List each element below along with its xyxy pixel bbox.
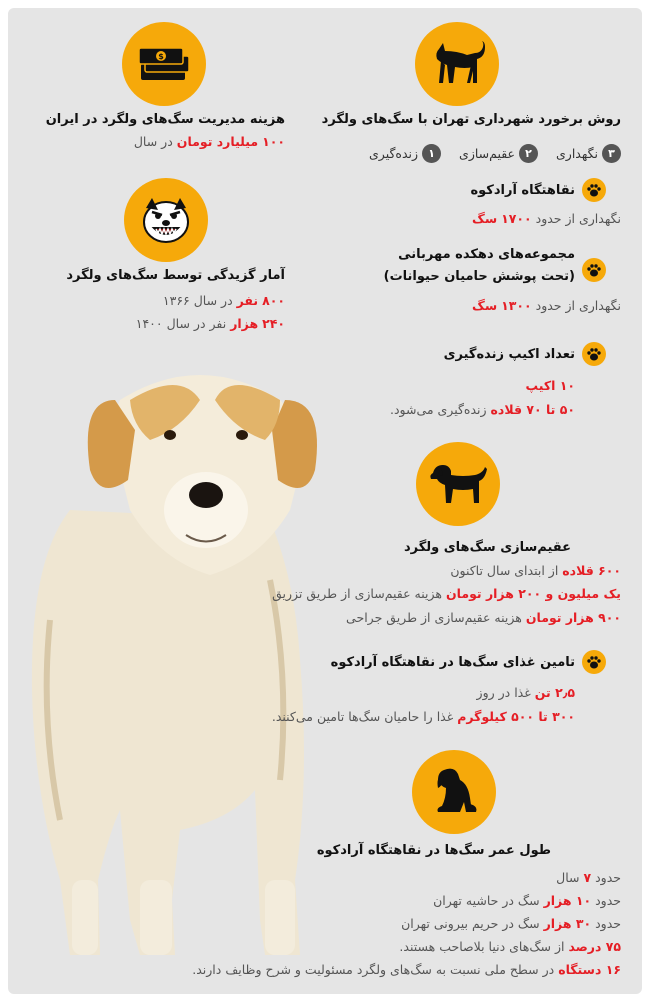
neuter-line-1 [450, 563, 621, 578]
shelter1-unit: سگ [472, 211, 498, 226]
bites-r1-text: در سال ۱۳۶۶ [162, 293, 233, 308]
life-line-3-red: ۳۰ هزار [543, 916, 592, 931]
method-item-3 [556, 144, 621, 163]
paw-icon [582, 258, 606, 282]
teams-line-2-red: ۵۰ تا ۷۰ قلاده [490, 402, 575, 417]
life-line-3-rest: سگ در حریم بیرونی تهران [401, 916, 540, 931]
paw-icon [582, 650, 606, 674]
method-item-3-number: ۳ [602, 144, 621, 163]
life-line-2 [433, 893, 621, 908]
neuter-line-3 [346, 610, 621, 625]
dog-standing-icon [415, 22, 499, 106]
life-line-3-pre: حدود [595, 916, 621, 931]
food-title: تامین غذای سگ‌ها در نقاهتگاه آرادکوه [330, 655, 575, 670]
bites-r2-num: ۲۴۰ [262, 316, 285, 331]
money-stack-icon [122, 22, 206, 106]
life-line-4-rest: از سگ‌های دنیا بلاصاحب هستند. [399, 939, 565, 954]
shelter2-title-2: (تحت پوشش حامیان حیوانات) [383, 269, 575, 284]
teams-line-2-rest: زنده‌گیری می‌شود. [389, 402, 487, 417]
cost-title: هزینه مدیریت سگ‌های ولگرد در ایران [45, 112, 285, 127]
food-line-2-rest: غذا را حامیان سگ‌ها تامین می‌کنند. [271, 709, 454, 724]
method-item-1 [369, 144, 441, 163]
life-line-1-red: ۷ [583, 870, 592, 885]
food-line-1 [477, 685, 575, 700]
life-line-5-red: ۱۶ دستگاه [558, 962, 621, 977]
bites-r2-text: نفر در سال ۱۴۰۰ [135, 316, 227, 331]
life-line-2-rest: سگ در حاشیه تهران [433, 893, 540, 908]
teams-title: تعداد اکیپ زنده‌گیری [443, 347, 575, 362]
dog-photo [10, 360, 330, 960]
neuter-line-1-red: ۶۰۰ قلاده [562, 563, 621, 578]
method-item-2 [459, 144, 538, 163]
bites-r1-num: ۸۰۰ [262, 293, 285, 308]
bites-row-2 [136, 316, 285, 331]
method-list [355, 144, 621, 163]
shelter1-text: نگهداری از حدود [535, 211, 621, 226]
life-line-5 [192, 962, 621, 977]
shelter2-line [472, 298, 621, 313]
svg-text:$: $ [158, 52, 164, 61]
cost-amount: ۱۰۰ [262, 134, 285, 149]
life-line-5-rest: در سطح ملی نسبت به سگ‌های ولگرد مسئولیت و شرح وظایف دارند. [192, 962, 555, 977]
shelter2-num: ۱۳۰۰ [501, 298, 532, 313]
method-item-2-number: ۲ [519, 144, 538, 163]
life-line-3 [401, 916, 621, 931]
cost-line [134, 134, 285, 149]
life-line-1 [556, 870, 621, 885]
bites-row-1 [163, 293, 285, 308]
shelter1-title: نقاهتگاه آرادکوه [470, 183, 575, 198]
shelter1-num: ۱۷۰۰ [501, 211, 532, 226]
cost-unit: میلیارد تومان [176, 134, 259, 149]
teams-line-2 [390, 402, 575, 417]
cost-suffix: در سال [133, 134, 173, 149]
life-line-1-rest: سال [556, 870, 580, 885]
life-line-2-red: ۱۰ هزار [543, 893, 592, 908]
dog-sitting-icon [412, 750, 496, 834]
dog-walking-icon [416, 442, 500, 526]
life-line-4-red: ۷۵ درصد [568, 939, 621, 954]
life-line-4 [399, 939, 621, 954]
neuter-line-3-red: ۹۰۰ هزار تومان [525, 610, 621, 625]
life-title: طول عمر سگ‌ها در نقاهتگاه آرادکوه [316, 843, 551, 858]
food-line-2 [272, 709, 575, 724]
neuter-line-2-rest: هزینه عقیم‌سازی از طریق تزریق [272, 586, 442, 601]
food-line-1-red: ۲٫۵ تن [534, 685, 575, 700]
life-line-2-pre: حدود [595, 893, 621, 908]
method-item-2-label: عقیم‌سازی [459, 146, 516, 161]
shelter2-unit: سگ [472, 298, 498, 313]
bites-r1-unit: نفر [236, 293, 259, 308]
food-line-1-rest: غذا در روز [476, 685, 531, 700]
bites-r2-unit: هزار [230, 316, 259, 331]
neuter-line-2 [272, 586, 621, 601]
food-line-2-red: ۳۰۰ تا ۵۰۰ کیلوگرم [457, 709, 575, 724]
life-line-1-pre: حدود [595, 870, 621, 885]
shelter2-text: نگهداری از حدود [535, 298, 621, 313]
bites-title: آمار گزیدگی توسط سگ‌های ولگرد [66, 268, 285, 283]
method-item-3-label: نگهداری [556, 146, 598, 161]
angry-dog-icon [124, 178, 208, 262]
neuter-line-2-red: یک میلیون و ۲۰۰ هزار تومان [445, 586, 621, 601]
paw-icon [582, 342, 606, 366]
method-item-1-label: زنده‌گیری [369, 146, 419, 161]
neuter-line-1-rest: از ابتدای سال تاکنون [450, 563, 559, 578]
paw-icon [582, 178, 606, 202]
method-item-1-number: ۱ [422, 144, 441, 163]
shelter2-title-1: مجموعه‌های دهکده مهربانی [398, 247, 575, 262]
neuter-line-3-rest: هزینه عقیم‌سازی از طریق جراحی [346, 610, 522, 625]
neuter-title: عقیم‌سازی سگ‌های ولگرد [403, 540, 571, 555]
teams-line-1: ۱۰ اکیپ [525, 378, 575, 393]
shelter1-line [472, 211, 621, 226]
method-title: روش برخورد شهرداری تهران با سگ‌های ولگرد [321, 112, 621, 127]
